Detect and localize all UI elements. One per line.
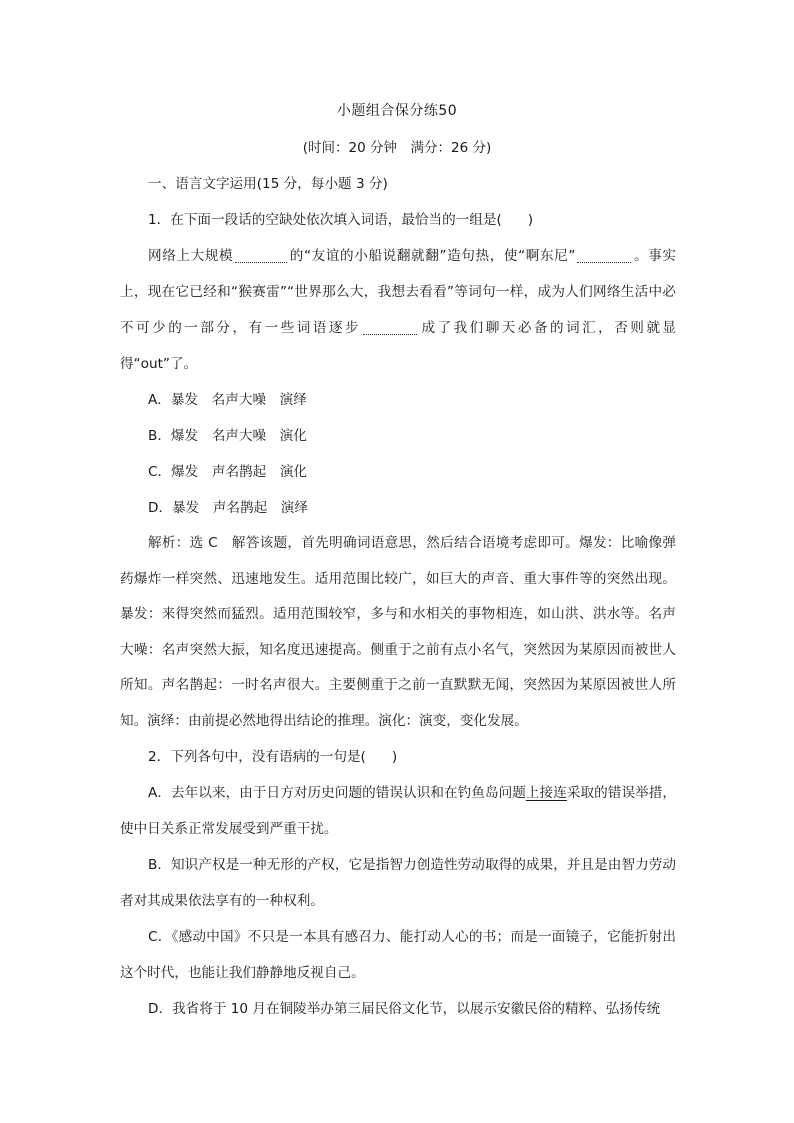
option-c: C．爆发 声名鹊起 演化 [148,464,308,480]
page-title: 小题组合保分练50 [336,103,458,119]
q2-option-b: B．知识产权是一种无形的产权，它是指智力创造性劳动取得的成果，并且是由智力劳动者对其成果依法享有的一种权利。 [120,857,676,909]
q2-option-a-part-2: 采取的错误举措，使中日关系正常发展受到严重干扰。 [120,785,677,837]
option-a: A．暴发 名声大噪 演绎 [148,392,307,408]
question-2-stem [120,739,676,775]
document-body [120,166,676,1027]
q2-option-c: C．《感动中国》不只是一本具有感召力、能打动人心的书；而是一面镜子，它能折射出这个时代，也能让我们静静地反视自己。 [120,929,676,981]
q2-option-a [120,775,676,847]
fill-blank-3 [363,320,417,335]
question-2-text: 2．下列各句中，没有语病的一句是( [148,749,366,765]
option-b: B．爆发 名声大噪 演化 [148,428,307,444]
question-1-stem [120,202,676,238]
passage-part-1: 网络上大规模 [148,248,234,264]
question-1-text: 1．在下面一段话的空缺处依次填入词语，最恰当的一组是( [148,212,502,228]
question-2-close: ) [391,749,398,765]
q2-option-a-underlined: 上接连 [525,785,567,801]
question-1-close: ) [527,212,534,228]
q2-option-a-part-1: A．去年以来，由于日方对历史问题的错误认识和在钓鱼岛问题 [148,785,526,801]
question-1-analysis: 解析：选 C 解答该题，首先明确词语意思，然后结合语境考虑即可。爆发：比喻像弹药爆炸一样突然、迅速地发生。适用范围比较广，如巨大的声音、重大事件等的突然出现。暴发：来得突然而猛烈。适用范围较窄，多与和水相关的事物相连，如山洪、洪水等。名声大噪：名声突然大振，知名度迅速提高。侧重于之前有点小名气，突然因为某原因而被世人所知。声名鹊起：一时名声很大。主要侧重于之前一直默默无闻，突然因为某原因被世人所知。演绎：由前提必然地得出结论的推理。演化：演变，变化发展。 [120,535,676,729]
q2-option-d: D．我省将于 10 月在铜陵举办第三届民俗文化节，以展示安徽民俗的精粹、弘扬传统 [148,1001,661,1017]
passage-part-4: 成了我们聊天必备的词汇，否则就显得“out”了。 [120,320,676,372]
question-1-passage [120,238,676,382]
passage-part-2: 的“友谊的小船说翻就翻”造句热，使“啊东尼” [289,248,576,264]
passage-part-3: 。事实上，现在它已经和“猴赛雷”“世界那么大，我想去看看”等词句一样，成为人们网络生活中必不可少的一部分，有一些词语逐步 [120,248,677,336]
time-score-info: (时间：20 分钟 满分：26 分) [302,140,492,156]
option-d: D．暴发 声名鹊起 演绎 [148,500,308,516]
fill-blank-1 [235,248,287,263]
fill-blank-2 [577,248,631,263]
section-heading: 一、语言文字运用(15 分，每小题 3 分) [148,176,388,192]
